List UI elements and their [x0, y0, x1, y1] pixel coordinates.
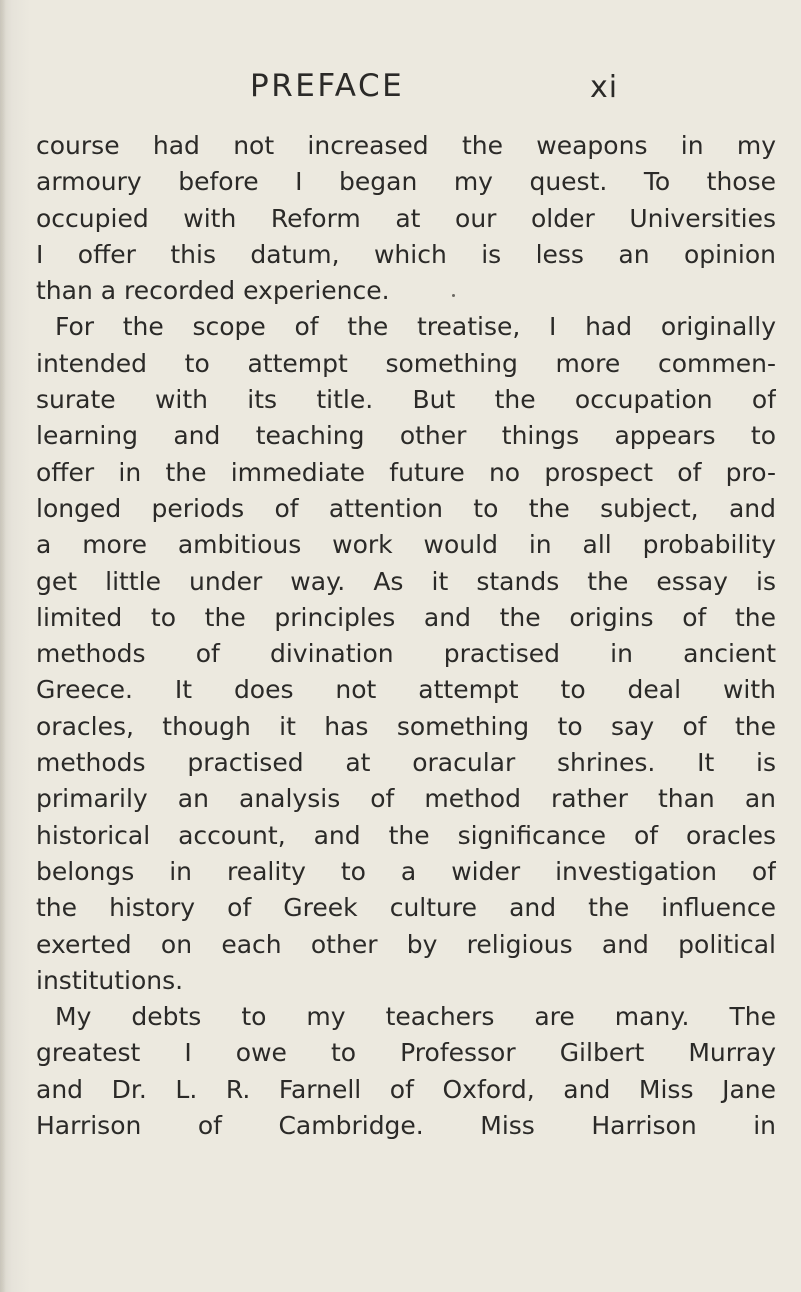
- text-line: historical account, and the significance of oracles: [36, 820, 776, 850]
- text-line: institutions.: [36, 965, 184, 995]
- text-line: armoury before I began my quest. To those: [36, 167, 776, 197]
- text-line: surate with its title. But the occupation of: [36, 385, 776, 415]
- text-line: offer in the immediate future no prospect of pro-: [36, 457, 776, 487]
- text-line: and Dr. L. R. Farnell of Oxford, and Miss Jane: [36, 1074, 776, 1104]
- page-number: xi: [590, 70, 619, 105]
- text-line: limited to the principles and the origins of the: [36, 602, 776, 632]
- text-line: I offer this datum, which is less an opinion: [36, 239, 776, 269]
- text-line: than a recorded experience.: [36, 276, 390, 306]
- preface-body-text: [36, 128, 776, 1144]
- text-line: Harrison of Cambridge. Miss Harrison in: [36, 1111, 776, 1141]
- text-line: My debts to my teachers are many. The: [55, 1002, 776, 1032]
- text-line: course had not increased the weapons in my: [36, 131, 776, 160]
- text-line: oracles, though it has something to say of the: [36, 711, 776, 741]
- text-line: methods practised at oracular shrines. It is: [36, 748, 776, 778]
- text-line: belongs in reality to a wider investigation of: [36, 856, 776, 886]
- text-line: intended to attempt something more commen-: [36, 348, 776, 378]
- text-line: a more ambitious work would in all probability: [36, 530, 776, 560]
- running-head: [250, 68, 801, 108]
- text-line: For the scope of the treatise, I had originally: [55, 312, 776, 342]
- text-line: Greece. It does not attempt to deal with: [36, 675, 776, 705]
- text-line: occupied with Reform at our older Universities: [36, 203, 776, 233]
- text-line: longed periods of attention to the subject, and: [36, 493, 776, 523]
- text-line: primarily an analysis of method rather than an: [36, 784, 776, 814]
- running-title: PREFACE: [250, 68, 405, 104]
- text-line: methods of divination practised in ancient: [36, 639, 776, 669]
- spine-shadow: [0, 0, 6, 1292]
- text-line: greatest I owe to Professor Gilbert Murray: [36, 1038, 776, 1068]
- text-line: learning and teaching other things appears to: [36, 421, 776, 451]
- text-line: exerted on each other by religious and political: [36, 929, 776, 959]
- text-line: get little under way. As it stands the essay is: [36, 566, 776, 596]
- text-line: the history of Greek culture and the influence: [36, 893, 776, 923]
